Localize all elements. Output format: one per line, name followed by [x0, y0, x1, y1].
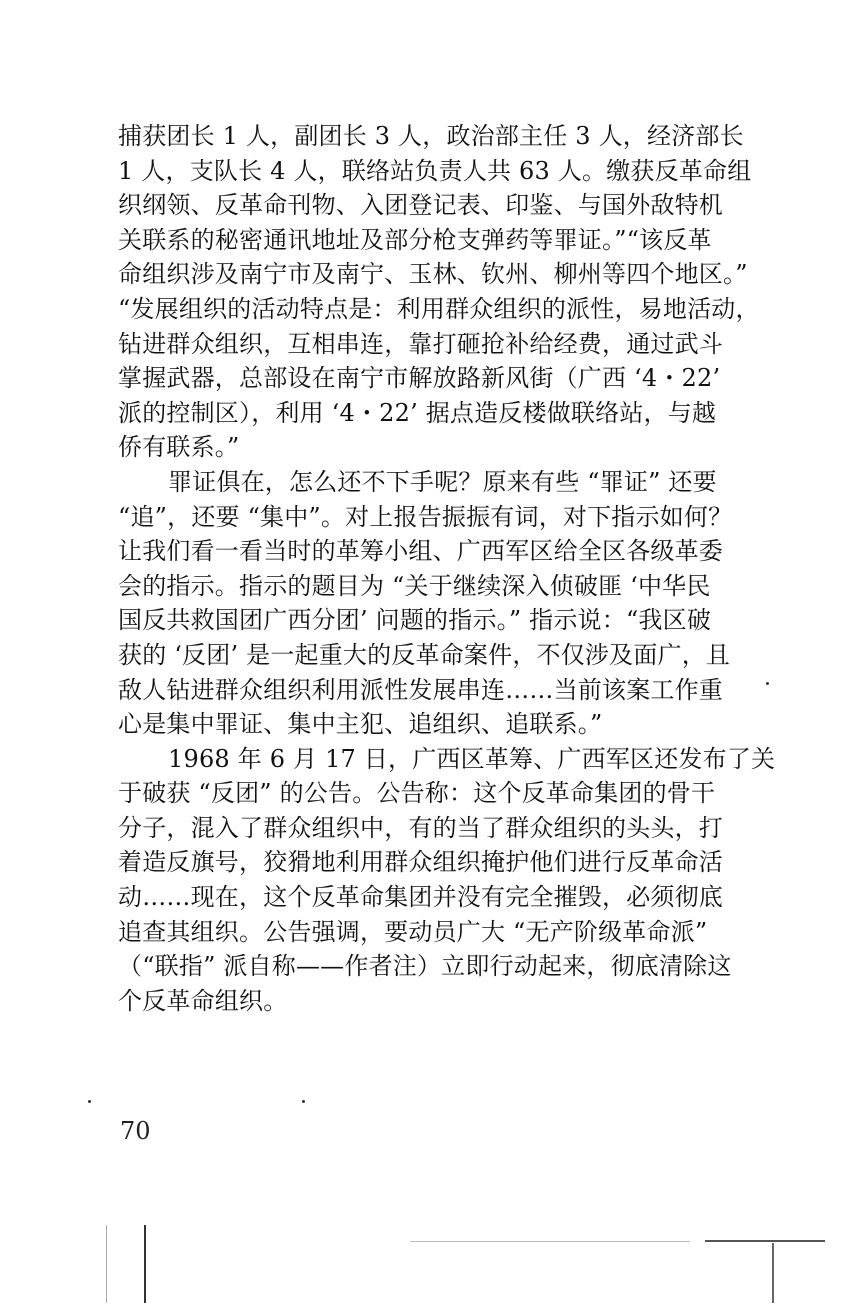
- text-line: 派的控制区），利用 ‘4・22’ 据点造反楼做联络站，与越: [118, 398, 717, 427]
- text-line: 着造反旗号，狡猾地利用群众组织掩护他们进行反革命活: [118, 848, 723, 877]
- text-line: 让我们看一看当时的革筹小组、广西军区给全区各级革委: [118, 537, 723, 566]
- scan-speck: [302, 1100, 305, 1103]
- text-line: 捕获团长 1 人，副团长 3 人，政治部主任 3 人，经济部长: [118, 122, 744, 150]
- text-line: “发展组织的活动特点是：利用群众组织的派性，易地活动，: [118, 294, 760, 323]
- text-line: 心是集中罪证、集中主犯、追组织、追联系。”: [118, 710, 603, 739]
- scan-edge-line: [705, 1240, 825, 1242]
- text-line: 织纲领、反革命刊物、入团登记表、印鉴、与国外敌特机: [118, 191, 723, 220]
- body-text: [118, 119, 776, 1018]
- paragraph-start-line: 罪证俱在，怎么还不下手呢？原来有些 “罪证” 还要: [168, 467, 717, 496]
- scan-speck: [88, 1100, 91, 1103]
- text-line: 于破获 “反团” 的公告。公告称：这个反革命集团的骨干: [118, 779, 716, 808]
- text-line: 命组织涉及南宁市及南宁、玉林、钦州、柳州等四个地区。”: [118, 260, 748, 289]
- scan-edge-line: [144, 1225, 146, 1303]
- text-line: 1 人，支队长 4 人，联络站负责人共 63 人。缴获反革命组: [118, 156, 752, 185]
- text-line: 关联系的秘密通讯地址及部分枪支弹药等罪证。”“该反革: [118, 225, 712, 254]
- text-line: 动……现在，这个反革命集团并没有完全摧毁，必须彻底: [118, 883, 723, 912]
- text-line: 获的 ‘反团’ 是一起重大的反革命案件，不仅涉及面广，且: [118, 640, 731, 669]
- text-line: 侨有联系。”: [118, 433, 240, 462]
- text-line: 个反革命组织。: [118, 986, 288, 1015]
- text-line: 钻进群众组织，互相串连，靠打砸抢补给经费，通过武斗: [118, 329, 723, 358]
- scan-speck: [766, 682, 769, 685]
- text-line: 掌握武器，总部设在南宁市解放路新风街（广西 ‘4・22’: [118, 364, 721, 393]
- text-line: “追”，还要 “集中”。对上报告振振有词，对下指示如何？: [118, 502, 733, 531]
- text-line: 追查其组织。公告强调，要动员广大 “无产阶级革命派”: [118, 917, 708, 946]
- text-line: （“联指” 派自称——作者注）立即行动起来，彻底清除这: [118, 952, 732, 981]
- text-line: 国反共救国团广西分团’ 问题的指示。” 指示说：“我区破: [118, 606, 712, 635]
- text-line: 会的指示。指示的题目为 “关于继续深入侦破匪 ‘中华民: [118, 571, 711, 600]
- scan-edge-line: [772, 1243, 774, 1303]
- scan-edge-line: [106, 1225, 107, 1303]
- scan-edge-line: [410, 1241, 690, 1242]
- text-line: 分子，混入了群众组织中，有的当了群众组织的头头，打: [118, 813, 723, 842]
- page-number: 70: [120, 1117, 151, 1145]
- text-line: 敌人钻进群众组织利用派性发展串连……当前该案工作重: [118, 675, 723, 704]
- paragraph-start-line: 1968 年 6 月 17 日，广西区革筹、广西军区还发布了关: [168, 744, 776, 773]
